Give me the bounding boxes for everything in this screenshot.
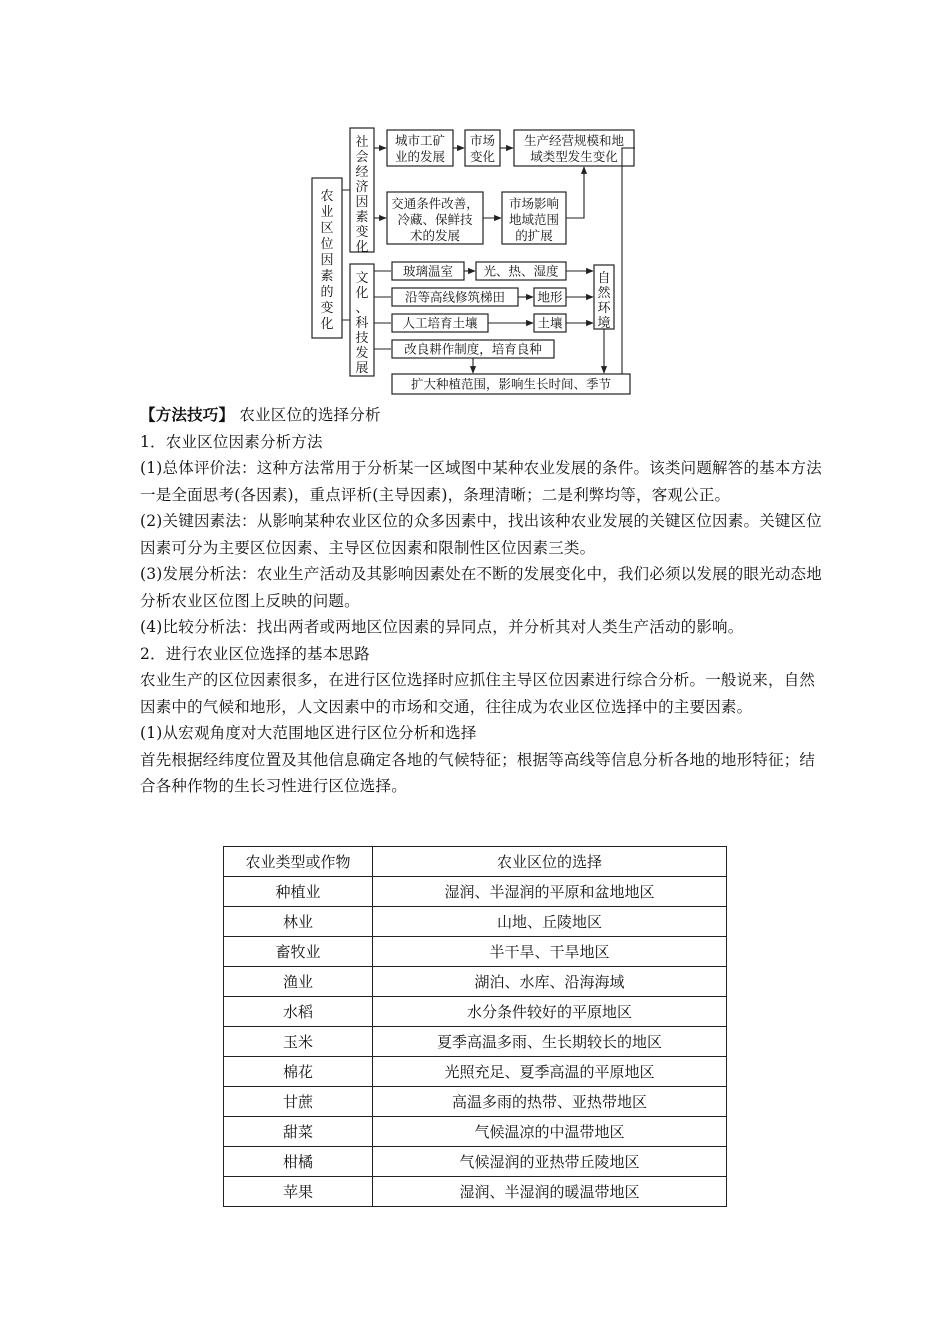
cell-location: 水分条件较好的平原地区 [373,997,727,1027]
cell-location: 光照充足、夏季高温的平原地区 [373,1057,727,1087]
city-line2: 业的发展 [394,149,446,164]
paragraph-2: (2)关键因素法：从影响某种农业区位的众多因素中，找出该种农业发展的关键区位因素。关键区位因素可分为主要区位因素、主导区位因素和限制性区位因素三类。 [140,512,822,557]
transport-line2: 冷藏、保鲜技 [397,212,473,227]
cell-location: 气候湿润的亚热带丘陵地区 [373,1147,727,1177]
cell-location: 湿润、半湿润的暖温带地区 [373,1177,727,1207]
culture-label: 文化、科技发展 [355,271,369,376]
table-row [224,1147,727,1177]
improve-label: 改良耕作制度，培育良种 [404,341,542,357]
root-label: 农业区位因素的变化 [320,189,334,332]
cell-location: 夏季高温多雨、生长期较长的地区 [373,1027,727,1057]
cell-crop: 种植业 [224,877,373,907]
transport-line1: 交通条件改善， [391,196,479,211]
cell-crop: 渔业 [224,967,373,997]
cell-crop: 棉花 [224,1057,373,1087]
paragraph-1: (1)总体评价法：这种方法常用于分析某一区域图中某种农业发展的条件。该类问题解答的基本方法一是全面思考(各因素)，重点评析(主导因素)，条理清晰；二是利弊均等，客观公正。 [140,459,822,504]
cell-crop: 柑橘 [224,1147,373,1177]
cell-crop: 甘蔗 [224,1087,373,1117]
table-row [224,937,727,967]
market-line2: 变化 [469,149,496,164]
paragraph-7: 首先根据经纬度位置及其他信息确定各地的气候特征；根据等高线等信息分析各地的地形特征；结合各种作物的生长习性进行区位选择。 [140,750,816,795]
terrace-label: 沿等高线修筑梯田 [404,289,506,305]
cell-crop: 林业 [224,907,373,937]
city-line1: 城市工矿 [394,133,446,148]
table-row [224,997,727,1027]
header-cell-type: 农业类型或作物 [224,847,373,877]
table-header-row [224,847,727,877]
factor-diagram [300,120,640,400]
factor-diagram-svg [300,120,640,400]
terrain-label: 地形 [537,289,563,305]
subheading-1: 1．农业区位因素分析方法 [140,432,323,451]
table-row [224,907,727,937]
header-cell-choice: 农业区位的选择 [373,847,727,877]
nature-label: 自然环境 [597,271,611,331]
cell-crop: 苹果 [224,1177,373,1207]
soil-label: 土壤 [537,315,563,331]
paragraph-6: (1)从宏观角度对大范围地区进行区位分析和选择 [140,724,477,742]
section-heading [140,402,830,429]
table-row [224,1177,727,1207]
scale-line2: 域类型发生变化 [530,149,618,164]
cell-location: 山地、丘陵地区 [373,907,727,937]
table-row [224,1087,727,1117]
cell-location: 气候温凉的中温带地区 [373,1117,727,1147]
method-section [140,402,830,800]
scale-line1: 生产经营规模和地 [523,133,625,148]
table-row [224,1057,727,1087]
paragraph-4: (4)比较分析法：找出两者或两地区位因素的异同点，并分析其对人类生产活动的影响。 [140,618,744,636]
cell-crop: 水稻 [224,997,373,1027]
socio-label: 社会经济因素变化 [355,135,369,255]
cell-location: 半干旱、干旱地区 [373,937,727,967]
table-row [224,1117,727,1147]
market-line1: 市场 [469,133,496,148]
cell-crop: 玉米 [224,1027,373,1057]
transport-line3: 术的发展 [409,228,461,243]
greenhouse-label: 玻璃温室 [402,263,454,279]
cell-location: 高温多雨的热带、亚热带地区 [373,1087,727,1117]
heading-title: 农业区位的选择分析 [239,406,381,424]
range-line1: 市场影响 [508,196,560,211]
soil-cult-label: 人工培育土壤 [402,315,478,331]
table-row [224,967,727,997]
expand-label: 扩大种植范围，影响生长时间、季节 [410,376,612,392]
table-body [224,877,727,1207]
table-row [224,1027,727,1057]
cell-location: 湿润、半湿润的平原和盆地地区 [373,877,727,907]
range-line2: 地域范围 [508,212,560,227]
paragraph-3: (3)发展分析法：农业生产活动及其影响因素处在不断的发展变化中，我们必须以发展的眼光动态地分析农业区位图上反映的问题。 [140,565,822,610]
location-table [223,846,727,1207]
cell-location: 湖泊、水库、沿海海域 [373,967,727,997]
range-line3: 的扩展 [515,228,553,243]
heading-tag: 【方法技巧】 [140,405,235,424]
cell-crop: 甜菜 [224,1117,373,1147]
paragraph-5: 农业生产的区位因素很多，在进行区位选择时应抓住主导区位因素进行综合分析。一般说来，自然因素中的气候和地形，人文因素中的市场和交通，往往成为农业区位选择中的主要因素。 [140,671,816,716]
light-label: 光、热、湿度 [483,263,559,279]
cell-crop: 畜牧业 [224,937,373,967]
table-row [224,877,727,907]
subheading-2: 2．进行农业区位选择的基本思路 [140,644,370,663]
